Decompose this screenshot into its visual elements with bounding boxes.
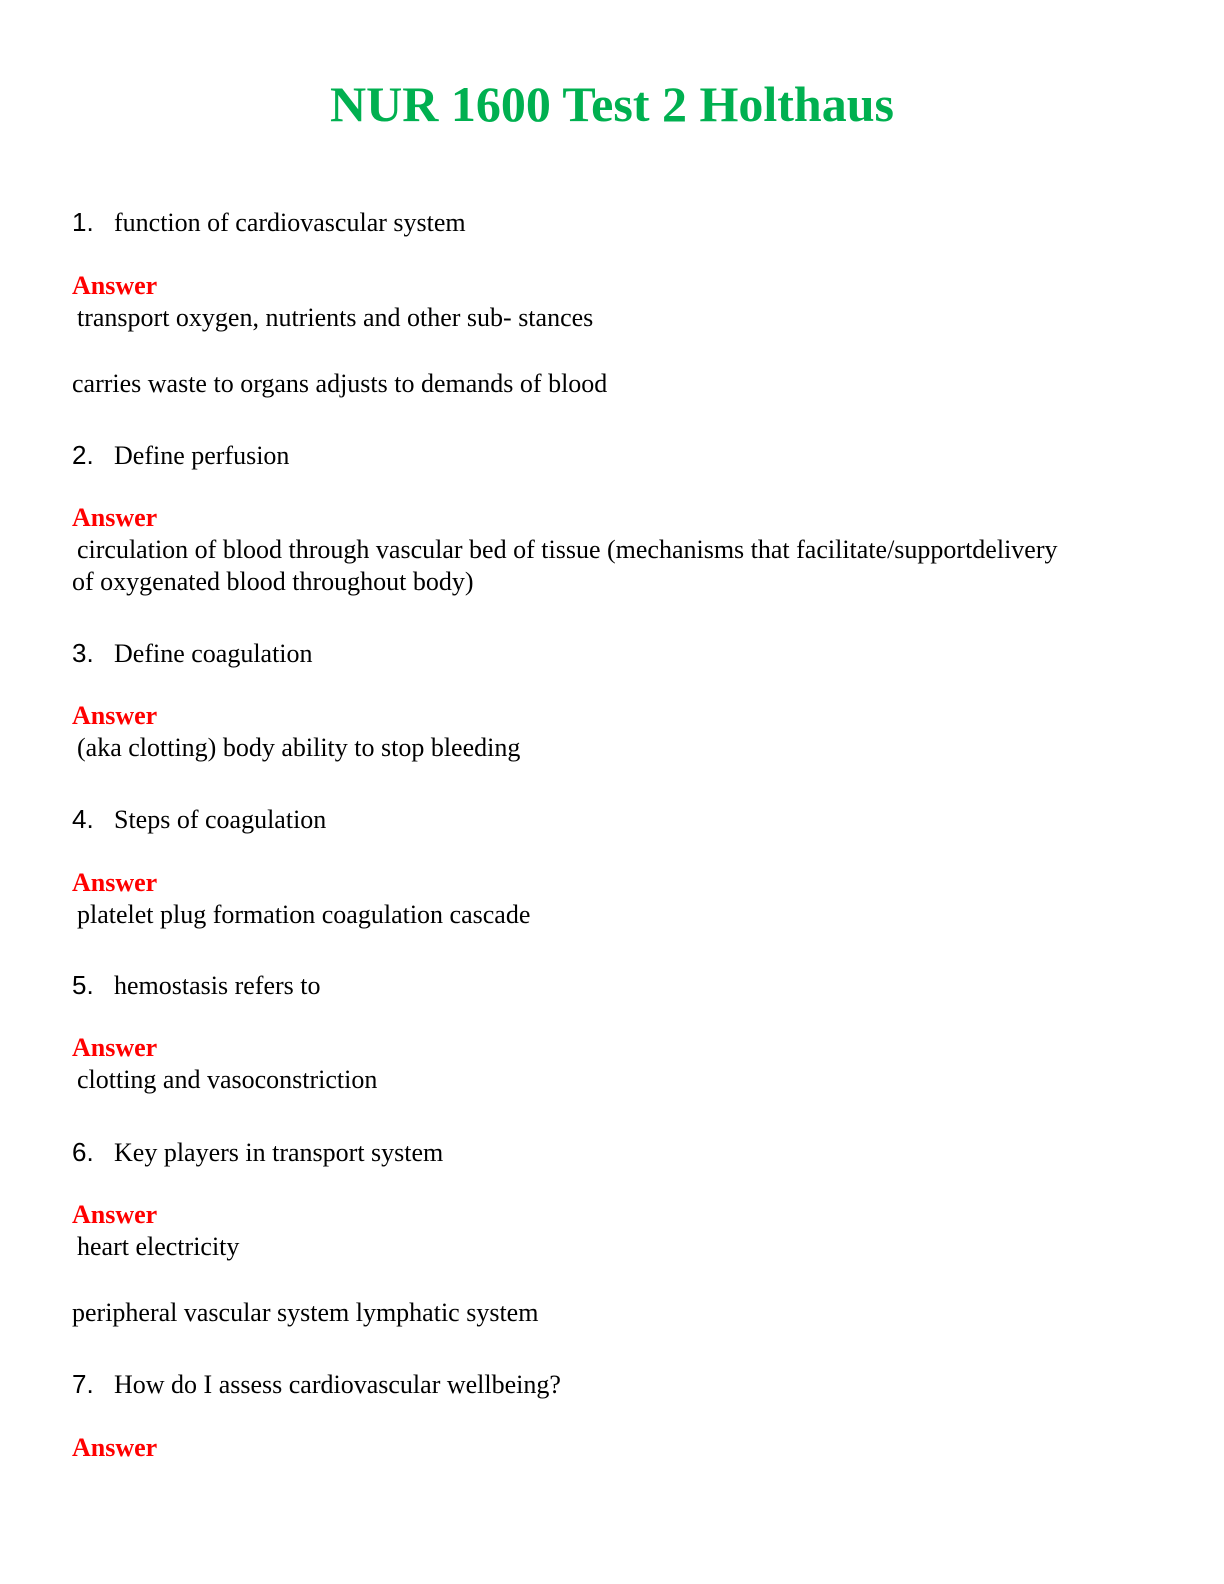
question-text: Define perfusion xyxy=(114,441,290,470)
answer-7 xyxy=(72,1432,1152,1464)
question-number: 1. xyxy=(72,207,94,237)
question-text: function of cardiovascular system xyxy=(114,208,466,237)
question-line xyxy=(72,1368,1152,1401)
answer-text: clotting and vasoconstriction xyxy=(77,1065,378,1094)
answer-label: Answer xyxy=(72,1033,158,1062)
answer-6-extra xyxy=(72,1297,1152,1329)
question-line xyxy=(72,969,1152,1002)
question-number: 7. xyxy=(72,1369,94,1399)
question-5 xyxy=(72,969,1152,1002)
answer-text-continued: of oxygenated blood throughout body) xyxy=(72,567,474,596)
answer-extra-text: carries waste to organs adjusts to demands of blood xyxy=(72,369,608,398)
answer-label: Answer xyxy=(72,503,158,532)
question-number: 2. xyxy=(72,440,94,470)
question-2 xyxy=(72,439,1152,472)
question-line xyxy=(72,637,1152,670)
answer-6 xyxy=(72,1199,1152,1263)
question-7 xyxy=(72,1368,1152,1401)
answer-1-extra xyxy=(72,368,1152,400)
question-line xyxy=(72,1136,1152,1169)
question-line xyxy=(72,803,1152,836)
answer-5 xyxy=(72,1032,1152,1096)
question-1 xyxy=(72,206,1152,239)
question-6 xyxy=(72,1136,1152,1169)
answer-text: heart electricity xyxy=(77,1232,240,1261)
question-text: How do I assess cardiovascular wellbeing? xyxy=(114,1370,561,1399)
answer-text: circulation of blood through vascular bed of tissue (mechanisms that facilitate/supportdelivery xyxy=(77,535,1058,564)
question-number: 5. xyxy=(72,970,94,1000)
question-text: Steps of coagulation xyxy=(114,805,327,834)
answer-label: Answer xyxy=(72,271,158,300)
question-line xyxy=(72,206,1152,239)
question-3 xyxy=(72,637,1152,670)
answer-text: platelet plug formation coagulation cascade xyxy=(77,900,531,929)
question-text: Key players in transport system xyxy=(114,1138,444,1167)
answer-2 xyxy=(72,502,1152,598)
question-number: 4. xyxy=(72,804,94,834)
question-number: 3. xyxy=(72,638,94,668)
answer-label: Answer xyxy=(72,868,158,897)
answer-1 xyxy=(72,270,1152,334)
question-number: 6. xyxy=(72,1137,94,1167)
answer-text: (aka clotting) body ability to stop bleeding xyxy=(77,733,521,762)
question-text: Define coagulation xyxy=(114,639,313,668)
answer-4 xyxy=(72,867,1152,931)
answer-extra-text: peripheral vascular system lymphatic system xyxy=(72,1298,539,1327)
question-line xyxy=(72,439,1152,472)
answer-label: Answer xyxy=(72,701,158,730)
answer-text: transport oxygen, nutrients and other sub- stances xyxy=(77,303,594,332)
question-text: hemostasis refers to xyxy=(114,971,321,1000)
answer-label: Answer xyxy=(72,1433,158,1462)
answer-label: Answer xyxy=(72,1200,158,1229)
page-title: NUR 1600 Test 2 Holthaus xyxy=(330,76,894,132)
answer-3 xyxy=(72,700,1152,764)
question-4 xyxy=(72,803,1152,836)
